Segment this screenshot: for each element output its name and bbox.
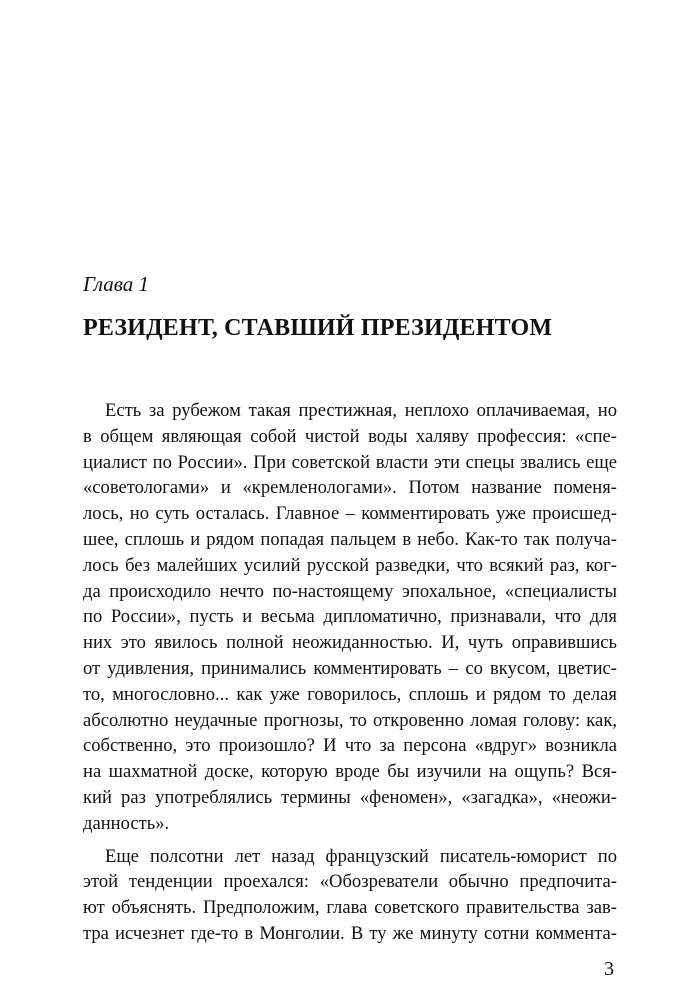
text-line: собственно, это произошло? И что за персона «вдруг» возникла: [83, 735, 617, 757]
body-text: [83, 398, 617, 954]
text-line: в общем являющая собой чистой воды халяву профессия: «спе-: [83, 425, 617, 447]
text-line: от удивления, принимались комментировать – со вкусом, цветис-: [83, 657, 617, 679]
text-line: Еще полсотни лет назад французский писатель-юморист по: [105, 845, 617, 867]
paragraph: [83, 844, 617, 947]
text-line: циалист по России». При советской власти эти спецы звались еще: [83, 451, 617, 473]
text-line: шее, сплошь и рядом попадая пальцем в небо. Как-то так получа-: [83, 528, 617, 550]
text-line: «советологами» и «кремленологами». Потом название поменя-: [83, 477, 617, 499]
text-line: этой тенденции проехался: «Обозреватели обычно предпочита-: [83, 871, 617, 893]
text-line: по России», пусть и весьма дипломатично, признавали, что для: [83, 606, 617, 628]
text-line: них это явилось полной неожиданностью. И, чуть оправившись: [83, 632, 617, 654]
text-line: лось, но суть осталась. Главное – комментировать уже происшед-: [83, 503, 617, 525]
text-line: данность».: [83, 812, 170, 834]
page-number: 3: [604, 958, 614, 980]
chapter-title: РЕЗИДЕНТ, СТАВШИЙ ПРЕЗИДЕНТОМ: [83, 315, 553, 341]
text-line: ют объяснять. Предположим, глава советского правительства зав-: [83, 897, 617, 919]
text-line: Есть за рубежом такая престижная, неплохо оплачиваемая, но: [105, 400, 617, 421]
text-line: то, многословно... как уже говорилось, сплошь и рядом то делая: [83, 683, 617, 705]
text-line: абсолютно неудачные прогнозы, то откровенно ломая голову: как,: [83, 709, 617, 731]
text-line: кий раз употреблялись термины «феномен», «загадка», «неожи-: [83, 786, 617, 808]
text-line: на шахматной доске, которую вроде бы изучили на ощупь? Вся-: [83, 761, 617, 783]
text-line: тра исчезнет где-то в Монголии. В ту же минуту сотни коммента-: [83, 922, 617, 944]
chapter-label: Глава 1: [83, 272, 149, 296]
paragraph: [83, 398, 617, 837]
text-line: да происходило нечто по-настоящему эпохальное, «специалисты: [83, 580, 617, 602]
text-line: лось без малейших усилий русской разведки, что всякий раз, ког-: [83, 554, 617, 576]
